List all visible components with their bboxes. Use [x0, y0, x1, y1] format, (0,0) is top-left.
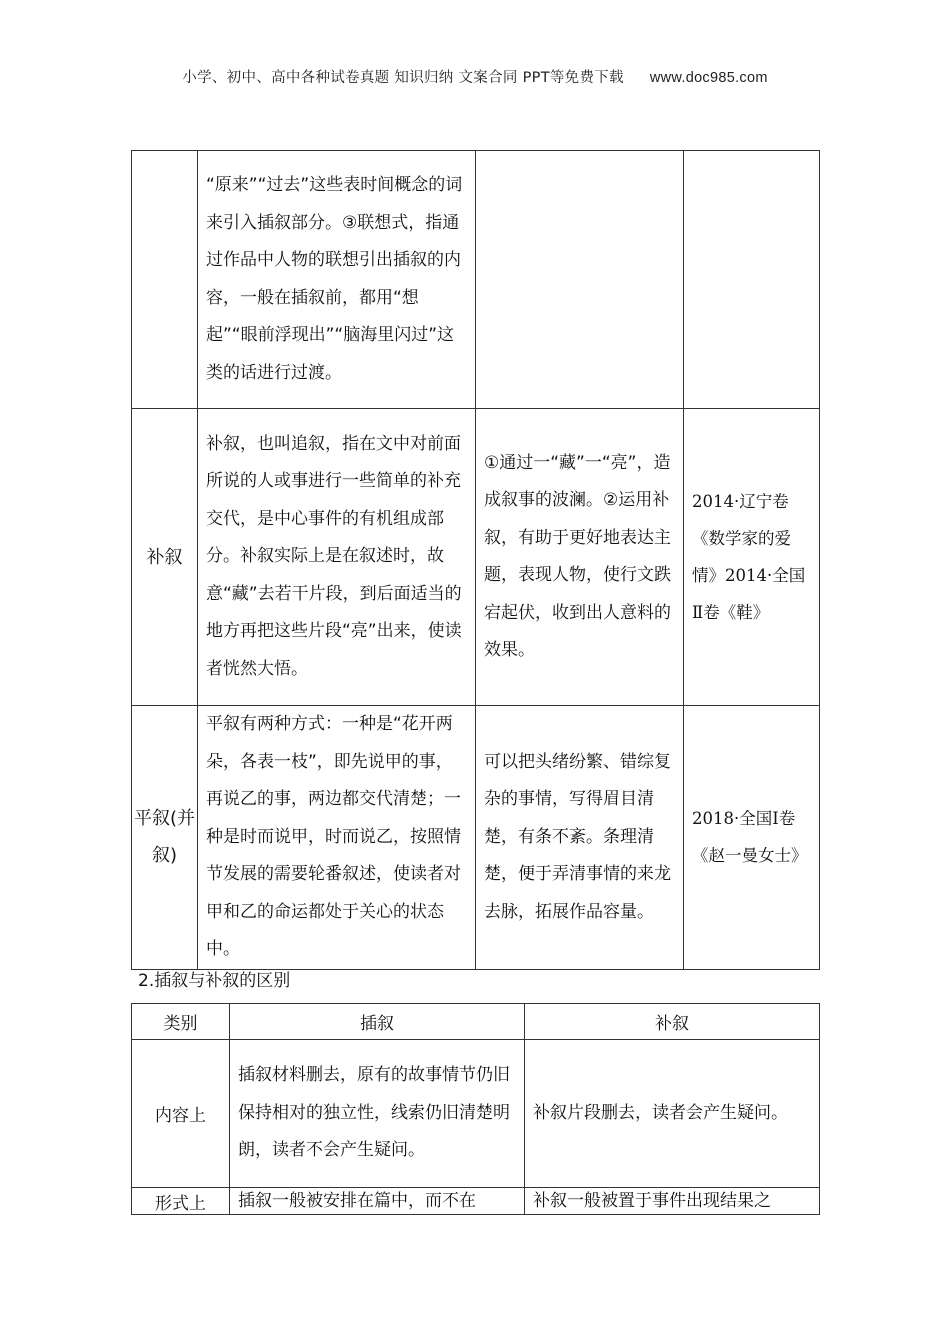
method-description: “原来”“过去”这些表时间概念的词来引入插叙部分。③联想式，指通过作品中人物的联想引出插叙的内容，一般在插叙前，都用“想起”“眼前浮现出”“脑海里闪过”这类的话进行过渡。 [198, 151, 476, 409]
supplement-cell: 补叙一般被置于事件出现结果之 [525, 1188, 820, 1215]
table-header-row [132, 1004, 820, 1040]
section-subheading: 2.插叙与补叙的区别 [138, 971, 291, 991]
method-label: 平叙(并叙) [132, 706, 198, 970]
header-url: www.doc985.com [649, 70, 768, 86]
column-header: 补叙 [525, 1004, 820, 1040]
page-header [0, 66, 950, 87]
row-label: 形式上 [132, 1188, 230, 1215]
exam-example: 2014·辽宁卷《数学家的爱情》2014·全国Ⅱ卷《鞋》 [684, 409, 820, 706]
method-effect: 可以把头绪纷繁、错综复杂的事情，写得眉目清楚，有条不紊。条理清楚，便于弄清事情的来龙去脉，拓展作品容量。 [476, 706, 684, 970]
comparison-table [131, 1003, 820, 1215]
method-description: 平叙有两种方式：一种是“花开两朵，各表一枝”，即先说甲的事，再说乙的事，两边都交代清楚；一种是时而说甲，时而说乙，按照情节发展的需要轮番叙述，使读者对甲和乙的命运都处于关心的状态中。 [198, 706, 476, 970]
exam-example: 2018·全国Ⅰ卷《赵一曼女士》 [684, 706, 820, 970]
column-header: 插叙 [230, 1004, 525, 1040]
method-label [132, 151, 198, 409]
table-row [132, 1188, 820, 1215]
table-row [132, 151, 820, 409]
column-header: 类别 [132, 1004, 230, 1040]
table-row [132, 409, 820, 706]
table-row [132, 1040, 820, 1188]
header-text: 小学、初中、高中各种试卷真题 知识归纳 文案合同 PPT等免费下载 [182, 70, 624, 86]
table-row [132, 706, 820, 970]
method-description: 补叙，也叫追叙，指在文中对前面所说的人或事进行一些简单的补充交代，是中心事件的有机组成部分。补叙实际上是在叙述时，故意“藏”去若干片段，到后面适当的地方再把这些片段“亮”出来，使读者恍然大悟。 [198, 409, 476, 706]
method-effect: ①通过一“藏”一“亮”，造成叙事的波澜。②运用补叙，有助于更好地表达主题，表现人物，使行文跌宕起伏，收到出人意料的效果。 [476, 409, 684, 706]
narrative-methods-table [131, 150, 820, 970]
method-label: 补叙 [132, 409, 198, 706]
row-label: 内容上 [132, 1040, 230, 1188]
insertion-cell: 插叙材料删去，原有的故事情节仍旧保持相对的独立性，线索仍旧清楚明朗，读者不会产生疑问。 [230, 1040, 525, 1188]
supplement-cell: 补叙片段删去，读者会产生疑问。 [525, 1040, 820, 1188]
insertion-cell: 插叙一般被安排在篇中，而不在 [230, 1188, 525, 1215]
method-effect [476, 151, 684, 409]
exam-example [684, 151, 820, 409]
